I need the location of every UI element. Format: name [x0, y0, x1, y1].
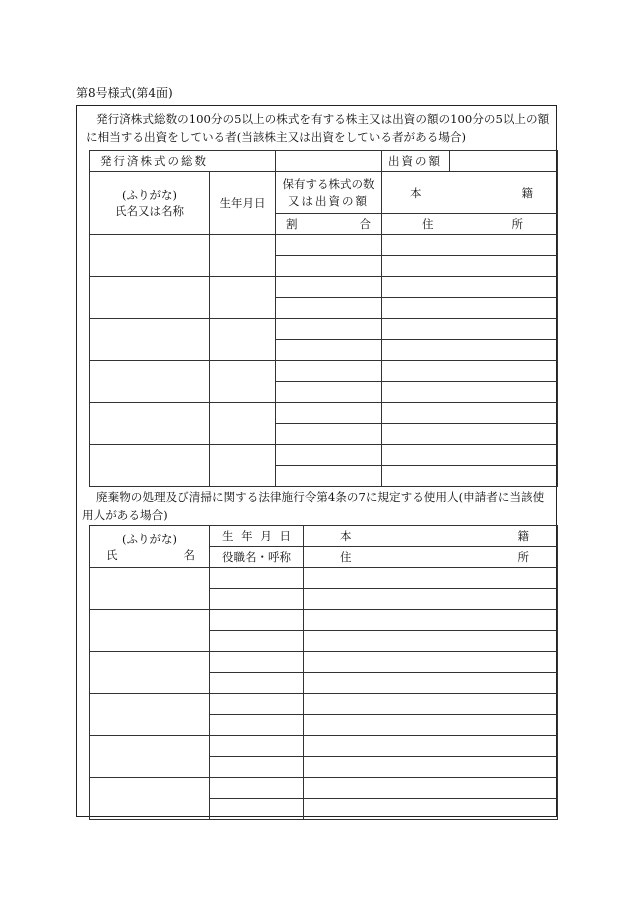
table-row	[90, 445, 558, 466]
emp-title-cell[interactable]	[210, 673, 304, 694]
domicile-cell[interactable]	[382, 445, 558, 466]
emp-address-cell[interactable]	[304, 757, 558, 778]
emp-domicile-label-b: 籍	[517, 529, 529, 543]
emp-title-cell[interactable]	[210, 799, 304, 820]
ratio-cell[interactable]	[276, 298, 382, 319]
name-cell[interactable]	[90, 361, 210, 403]
address-cell[interactable]	[382, 382, 558, 403]
address-cell[interactable]	[382, 298, 558, 319]
emp-name-cell[interactable]	[90, 610, 210, 652]
birthdate-cell[interactable]	[210, 361, 276, 403]
ratio-label-a: 割	[286, 217, 298, 231]
address-label-a: 住	[422, 217, 434, 231]
investment-amount-value-cell[interactable]	[450, 151, 558, 172]
table-row	[90, 568, 558, 589]
address-cell[interactable]	[382, 424, 558, 445]
name-label: 氏名又は名称	[115, 204, 184, 218]
birthdate-cell[interactable]	[210, 277, 276, 319]
name-furigana-label: (ふりがな)	[122, 188, 177, 202]
birthdate-cell[interactable]	[210, 235, 276, 277]
table-row	[90, 736, 558, 757]
domicile-cell[interactable]	[382, 235, 558, 256]
name-cell[interactable]	[90, 235, 210, 277]
holdings-cell[interactable]	[276, 403, 382, 424]
emp-name-cell[interactable]	[90, 568, 210, 610]
emp-name-header	[90, 526, 210, 568]
ratio-cell[interactable]	[276, 466, 382, 487]
emp-name-furigana-label: (ふりがな)	[122, 531, 177, 546]
domicile-cell[interactable]	[382, 361, 558, 382]
birthdate-cell[interactable]	[210, 445, 276, 487]
emp-name-label-b: 名	[183, 547, 195, 562]
total-shares-value-cell[interactable]	[276, 151, 382, 172]
name-cell[interactable]	[90, 319, 210, 361]
holdings-cell[interactable]	[276, 319, 382, 340]
emp-address-label-a: 住	[340, 550, 352, 564]
name-header	[90, 172, 210, 235]
ratio-label-b: 合	[359, 217, 371, 231]
domicile-cell[interactable]	[382, 277, 558, 298]
emp-domicile-cell[interactable]	[304, 610, 558, 631]
emp-birthdate-cell[interactable]	[210, 778, 304, 799]
total-shares-label-cell	[90, 151, 276, 172]
emp-name-cell[interactable]	[90, 652, 210, 694]
emp-title-cell[interactable]	[210, 715, 304, 736]
emp-birthdate-cell[interactable]	[210, 694, 304, 715]
holdings-cell[interactable]	[276, 277, 382, 298]
emp-birthdate-cell[interactable]	[210, 736, 304, 757]
emp-birthdate-cell[interactable]	[210, 568, 304, 589]
emp-title-header: 役職名・呼称	[210, 547, 304, 568]
form-title: 第8号様式(第4面)	[76, 86, 173, 100]
total-shares-label: 発行済株式の総数	[100, 154, 208, 168]
address-cell[interactable]	[382, 466, 558, 487]
emp-domicile-cell[interactable]	[304, 736, 558, 757]
investment-amount-label: 出資の額	[388, 154, 442, 168]
section1-intro-line2: に相当する出資をしている者(当該株主又は出資をしている者がある場合)	[86, 130, 467, 144]
address-cell[interactable]	[382, 256, 558, 277]
table-row	[90, 319, 558, 340]
emp-domicile-cell[interactable]	[304, 694, 558, 715]
domicile-header	[382, 172, 558, 214]
emp-birthdate-header: 生 年 月 日	[210, 526, 304, 547]
emp-address-cell[interactable]	[304, 715, 558, 736]
emp-birthdate-cell[interactable]	[210, 652, 304, 673]
emp-name-label-a: 氏	[106, 547, 118, 562]
table-row	[90, 277, 558, 298]
birthdate-header: 生年月日	[210, 172, 276, 235]
investment-amount-label-cell	[382, 151, 450, 172]
emp-name-cell[interactable]	[90, 778, 210, 820]
employees-table	[89, 525, 558, 820]
shareholders-table	[89, 150, 558, 487]
birthdate-cell[interactable]	[210, 403, 276, 445]
address-label-b: 所	[511, 217, 523, 231]
ratio-cell[interactable]	[276, 256, 382, 277]
emp-domicile-header	[304, 526, 558, 547]
holdings-label-line2: 又は出資の額	[288, 193, 369, 208]
emp-title-cell[interactable]	[210, 631, 304, 652]
emp-domicile-label-a: 本	[340, 529, 352, 543]
holdings-header	[276, 172, 382, 214]
holdings-label-line1: 保有する株式の数	[282, 176, 375, 191]
domicile-label-a: 本	[410, 185, 422, 200]
table-row	[90, 652, 558, 673]
emp-address-label-b: 所	[517, 550, 529, 564]
ratio-cell[interactable]	[276, 340, 382, 361]
ratio-header	[276, 214, 382, 235]
emp-domicile-cell[interactable]	[304, 778, 558, 799]
section1-intro-line1: 発行済株式総数の100分の5以上の株式を有する株主又は出資の額の100分の5以上の額	[96, 112, 550, 126]
holdings-cell[interactable]	[276, 235, 382, 256]
emp-name-cell[interactable]	[90, 736, 210, 778]
holdings-cell[interactable]	[276, 361, 382, 382]
emp-address-cell[interactable]	[304, 589, 558, 610]
emp-address-cell[interactable]	[304, 799, 558, 820]
section2-intro-line1: 廃棄物の処理及び清掃に関する法律施行令第4条の7に規定する使用人(申請者に当該使	[96, 490, 545, 504]
emp-address-cell[interactable]	[304, 631, 558, 652]
name-cell[interactable]	[90, 403, 210, 445]
table-row	[90, 694, 558, 715]
emp-title-cell[interactable]	[210, 757, 304, 778]
domicile-cell[interactable]	[382, 319, 558, 340]
birthdate-cell[interactable]	[210, 319, 276, 361]
table-row	[90, 403, 558, 424]
name-cell[interactable]	[90, 277, 210, 319]
emp-title-cell[interactable]	[210, 589, 304, 610]
emp-domicile-cell[interactable]	[304, 568, 558, 589]
section2-intro-line2: 用人がある場合)	[82, 508, 168, 522]
domicile-cell[interactable]	[382, 403, 558, 424]
section1-intro	[86, 110, 549, 146]
domicile-label-b: 籍	[521, 185, 533, 200]
table-row	[90, 778, 558, 799]
emp-address-header	[304, 547, 558, 568]
name-cell[interactable]	[90, 445, 210, 487]
ratio-cell[interactable]	[276, 424, 382, 445]
emp-birthdate-cell[interactable]	[210, 610, 304, 631]
table-row	[90, 361, 558, 382]
table-row	[90, 610, 558, 631]
emp-domicile-cell[interactable]	[304, 652, 558, 673]
section2-intro	[82, 488, 544, 524]
emp-name-cell[interactable]	[90, 694, 210, 736]
emp-address-cell[interactable]	[304, 673, 558, 694]
address-cell[interactable]	[382, 340, 558, 361]
ratio-cell[interactable]	[276, 382, 382, 403]
address-header	[382, 214, 558, 235]
holdings-cell[interactable]	[276, 445, 382, 466]
table-row	[90, 235, 558, 256]
